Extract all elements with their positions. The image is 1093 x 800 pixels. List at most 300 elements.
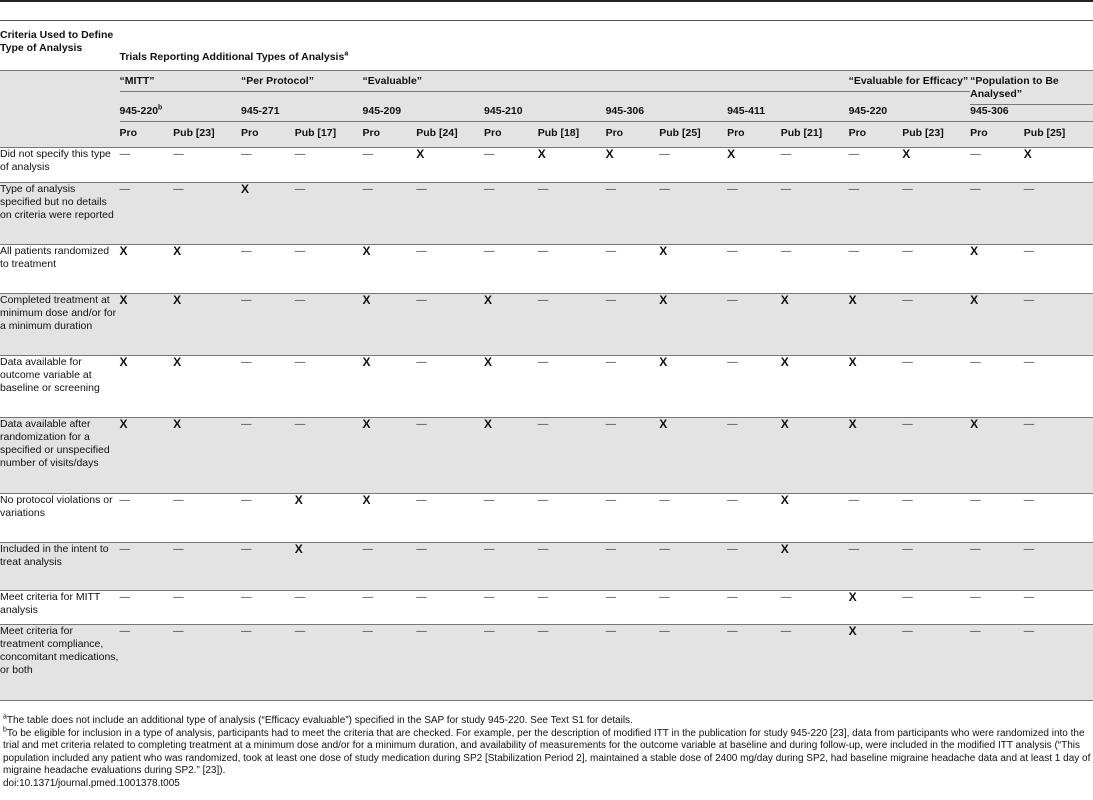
study-header-label [970,105,1093,122]
doc-header-empty [0,122,120,148]
check-mark: X [848,293,857,307]
table-cell [781,543,849,591]
study-header [484,105,606,122]
table-cell [241,418,295,494]
doc-header-label: Pub [24] [416,127,458,139]
table-cell [484,245,538,294]
table-cell [727,591,781,625]
table-cell [295,625,363,701]
dash-mark: — [119,183,130,195]
table-cell [849,494,903,543]
table-cell [538,418,606,494]
table-cell [295,494,363,543]
dash-mark: — [241,543,252,555]
table-cell [727,183,781,245]
dash-mark: — [537,591,549,603]
table-header [0,21,1093,148]
dash-mark: — [1023,494,1035,506]
dash-mark: — [848,183,860,195]
table-cell [363,183,417,245]
dash-mark: — [362,183,374,195]
dash-mark: — [902,494,913,506]
dash-mark: — [727,356,738,368]
criteria-header [0,21,120,71]
study-header [363,105,485,122]
dash-mark: — [241,245,252,257]
doc-header [781,122,849,148]
dash-mark: — [173,625,184,637]
table-cell [849,183,903,245]
table-row [0,294,1093,356]
table-cell [241,148,295,183]
dash-mark: — [659,183,670,195]
table-cell [484,356,538,418]
table-cell [173,294,241,356]
dash-mark: — [294,625,306,637]
table-cell [538,591,606,625]
check-mark: X [362,417,371,431]
table-cell [363,625,417,701]
dash-mark: — [484,183,495,195]
table-cell [606,494,660,543]
doc-header-label: Pub [25] [1023,127,1066,139]
table-cell [606,183,660,245]
check-mark: X [416,147,425,161]
dash-mark: — [294,591,306,603]
row-criterion-label: No protocol violations or variations [0,494,120,543]
table-cell [781,591,849,625]
table-cell [416,294,484,356]
dash-mark: — [537,183,549,195]
table-cell [970,494,1024,543]
dash-mark: — [970,356,981,368]
table-cell [970,543,1024,591]
dash-mark: — [537,625,549,637]
dash-mark: — [173,591,184,603]
study-header-label [727,105,849,122]
dash-mark: — [416,245,427,257]
doc-header-label: Pub [23] [173,127,215,139]
check-mark: X [362,293,371,307]
doc-header [120,122,174,148]
table-cell [970,245,1024,294]
dash-mark: — [780,183,792,195]
table-cell [484,591,538,625]
check-mark: X [780,493,789,507]
table-row [0,543,1093,591]
doc-header [659,122,727,148]
table-cell [970,183,1024,245]
footnote-a-sup: a [3,713,7,721]
table-cell [295,183,363,245]
dash-mark: — [416,418,427,430]
study-header [606,105,728,122]
table-cell [902,543,970,591]
table-cell [902,591,970,625]
dash-mark: — [727,418,738,430]
table-cell [1024,183,1093,245]
table-cell [1024,418,1093,494]
dash-mark: — [848,148,860,160]
dash-mark: — [1023,625,1035,637]
dash-mark: — [605,183,617,195]
dash-mark: — [727,625,738,637]
check-mark: X [848,590,857,604]
dash-mark: — [241,418,252,430]
dash-mark: — [241,625,252,637]
dash-mark: — [119,148,130,160]
check-mark: X [970,293,979,307]
dash-mark: — [970,543,981,555]
doc-header-label: Pub [23] [902,127,944,139]
row-criterion-label: Did not specify this type of analysis [0,148,120,183]
table-cell [1024,148,1093,183]
dash-mark: — [970,591,981,603]
table-cell [416,148,484,183]
table-cell [606,294,660,356]
check-mark: X [484,293,493,307]
doc-header [173,122,241,148]
check-mark: X [119,244,128,258]
footnote-a [3,715,1091,728]
check-mark: X [119,355,128,369]
table-cell [659,245,727,294]
table-cell [970,625,1024,701]
dash-mark: — [659,148,670,160]
table-cell [659,543,727,591]
doc-header [295,122,363,148]
check-mark: X [727,147,736,161]
table-cell [173,356,241,418]
table-cell [363,245,417,294]
table-cell [363,294,417,356]
table-cell [727,418,781,494]
check-mark: X [659,417,668,431]
group-header-label: “Evaluable for Efficacy” [849,75,971,92]
table-cell [659,625,727,701]
table-cell [659,591,727,625]
check-mark: X [362,355,371,369]
doc-header [849,122,903,148]
dash-mark: — [241,591,252,603]
doc-header-label: Pro [970,127,988,139]
criteria-table [0,21,1093,701]
doc-header [970,122,1024,148]
table-cell [416,418,484,494]
study-header-empty [0,105,120,122]
table-cell [416,356,484,418]
table-cell [295,356,363,418]
table-cell [363,543,417,591]
trials-header [120,21,1093,71]
dash-mark: — [605,418,617,430]
table-cell [484,183,538,245]
table-cell [538,294,606,356]
table-cell [727,625,781,701]
table-cell [295,591,363,625]
table-cell [902,148,970,183]
table-cell [241,356,295,418]
table-cell [659,356,727,418]
table-cell [538,148,606,183]
table-row [0,183,1093,245]
check-mark: X [605,147,614,161]
dash-mark: — [902,356,913,368]
doc-header-label: Pub [21] [780,127,823,139]
dash-mark: — [902,625,913,637]
study-header-label [606,105,728,122]
table-cell [295,148,363,183]
dash-mark: — [362,148,374,160]
doc-header-label: Pro [362,127,381,139]
table-cell [781,625,849,701]
check-mark: X [119,293,128,307]
dash-mark: — [605,294,617,306]
dash-mark: — [484,245,495,257]
row-criterion-label: Meet criteria for MITT analysis [0,591,120,625]
study-header [849,105,971,122]
doc-header-label: Pro [848,127,867,139]
dash-mark: — [1023,418,1035,430]
table-row [0,591,1093,625]
table-cell [173,494,241,543]
table-cell [606,245,660,294]
check-mark: X [294,493,303,507]
doc-header [484,122,538,148]
footnote-b-sup: b [3,726,7,734]
dash-mark: — [1023,591,1035,603]
table-cell [849,148,903,183]
row-criterion-label: Type of analysis specified but no details on criteria were reported [0,183,120,245]
dash-mark: — [537,543,549,555]
check-mark: X [484,417,493,431]
top-rule [0,0,1093,2]
study-id: 945-271 [241,105,280,117]
dash-mark: — [173,543,184,555]
dash-mark: — [119,543,130,555]
dash-mark: — [659,494,670,506]
table-cell [173,418,241,494]
check-mark: X [537,147,546,161]
table-cell [484,418,538,494]
table-row [0,148,1093,183]
row-criterion-label: Data available after randomization for a specified or unspecified number of visits/days [0,418,120,494]
dash-mark: — [416,625,427,637]
dash-mark: — [727,245,738,257]
table-cell [1024,543,1093,591]
table-cell [606,591,660,625]
dash-mark: — [727,183,738,195]
dash-mark: — [902,591,913,603]
table-cell [416,494,484,543]
table-cell [1024,356,1093,418]
table-cell [538,183,606,245]
table-cell [606,356,660,418]
table-cell [416,543,484,591]
dash-mark: — [119,494,130,506]
table-cell [781,494,849,543]
table-cell [120,148,174,183]
dash-mark: — [902,183,913,195]
table-cell [484,543,538,591]
table-cell [902,294,970,356]
group-header [849,71,971,106]
table-cell [727,356,781,418]
table-cell [241,494,295,543]
table-cell [173,148,241,183]
footnote-b-text: To be eligible for inclusion in a type of analysis, participants had to meet the criteria that are checked. For example, per the description of modified ITT in the publication for study 945-220 [23], data from participants who were randomized into the trial and met criteria related to completing treatment at a minimum dose and/or for a minimum duration, and availability of measurements for the outcome variable at baseline and during follow-up, were included in the modified ITT analysis (“This population included any patient who was randomized, took at least one dose of study medication during SP2 [Stabilization Period 2], maintained a stable dose of 2400 mg/day during SP2, had baseline migraine headache data and at least 1 day of migraine headache evaluations during SP2.” [23]). [3,727,1091,776]
study-header-label [849,105,971,122]
table-cell [120,543,174,591]
check-mark: X [848,355,857,369]
dash-mark: — [1023,543,1035,555]
dash-mark: — [119,625,130,637]
dash-mark: — [416,543,427,555]
table-cell [849,245,903,294]
dash-mark: — [537,294,549,306]
dash-mark: — [727,543,738,555]
dash-mark: — [484,625,495,637]
table-cell [173,543,241,591]
footnotes [3,715,1091,790]
group-header [970,71,1093,106]
dash-mark: — [848,543,860,555]
dash-mark: — [294,356,306,368]
check-mark: X [241,182,250,196]
dash-mark: — [659,591,670,603]
table-cell [538,356,606,418]
check-mark: X [173,355,182,369]
table-row [0,494,1093,543]
dash-mark: — [294,294,306,306]
table-cell [484,625,538,701]
dash-mark: — [537,356,549,368]
table-cell [295,245,363,294]
table-cell [902,418,970,494]
dash-mark: — [119,591,130,603]
table-cell [241,543,295,591]
check-mark: X [970,244,979,258]
check-mark: X [294,542,303,556]
dash-mark: — [902,294,913,306]
doc-header-label: Pub [17] [294,127,337,139]
dash-mark: — [484,543,495,555]
header-row-groups [0,71,1093,106]
table-cell [781,356,849,418]
check-mark: X [362,493,371,507]
table-cell [484,494,538,543]
table-cell [363,591,417,625]
table-cell [538,625,606,701]
dash-mark: — [970,148,981,160]
study-header-label [241,105,363,122]
table-cell [120,591,174,625]
table-cell [849,294,903,356]
dash-mark: — [294,183,306,195]
header-row-docs [0,122,1093,148]
dash-mark: — [780,625,792,637]
dash-mark: — [241,294,252,306]
table-cell [902,245,970,294]
header-row-studies [0,105,1093,122]
dash-mark: — [416,183,427,195]
check-mark: X [484,355,493,369]
table-cell [727,245,781,294]
study-header-label [120,105,242,122]
dash-mark: — [780,591,792,603]
table-cell [295,543,363,591]
table-cell [849,543,903,591]
dash-mark: — [537,245,549,257]
table-cell [902,183,970,245]
row-criterion-label: Meet criteria for treatment compliance, concomitant medications, or both [0,625,120,701]
doc-header [538,122,606,148]
doc-header [1024,122,1093,148]
table-cell [1024,245,1093,294]
dash-mark: — [780,245,792,257]
table-row [0,625,1093,701]
dash-mark: — [780,148,792,160]
dash-mark: — [1023,294,1035,306]
dash-mark: — [605,356,617,368]
dash-mark: — [173,183,184,195]
doc-header-label: Pro [484,127,502,139]
table-cell [727,148,781,183]
dash-mark: — [727,494,738,506]
doc-header [902,122,970,148]
table-cell [120,418,174,494]
table-cell [241,183,295,245]
check-mark: X [173,293,182,307]
table-cell [902,494,970,543]
table-cell [363,418,417,494]
dash-mark: — [902,543,913,555]
check-mark: X [119,417,128,431]
dash-mark: — [970,494,981,506]
dash-mark: — [173,494,184,506]
dash-mark: — [294,245,306,257]
check-mark: X [362,244,371,258]
table-cell [727,494,781,543]
dash-mark: — [605,494,617,506]
table-cell [484,294,538,356]
dash-mark: — [659,625,670,637]
table-cell [606,148,660,183]
table-cell [659,148,727,183]
group-header [241,71,363,106]
table-row [0,418,1093,494]
group-header-empty [0,71,120,106]
table-cell [484,148,538,183]
dash-mark: — [848,245,860,257]
table-cell [781,294,849,356]
study-id-sup: b [158,104,163,112]
dash-mark: — [241,356,252,368]
dash-mark: — [727,591,738,603]
dash-mark: — [605,625,617,637]
dash-mark: — [241,148,252,160]
dash-mark: — [902,245,913,257]
dash-mark: — [659,543,670,555]
check-mark: X [173,244,182,258]
table-cell [295,418,363,494]
study-header-label [484,105,606,122]
check-mark: X [848,624,857,638]
dash-mark: — [484,494,495,506]
study-id: 945-220 [848,105,888,117]
table-cell [120,183,174,245]
check-mark: X [659,355,668,369]
